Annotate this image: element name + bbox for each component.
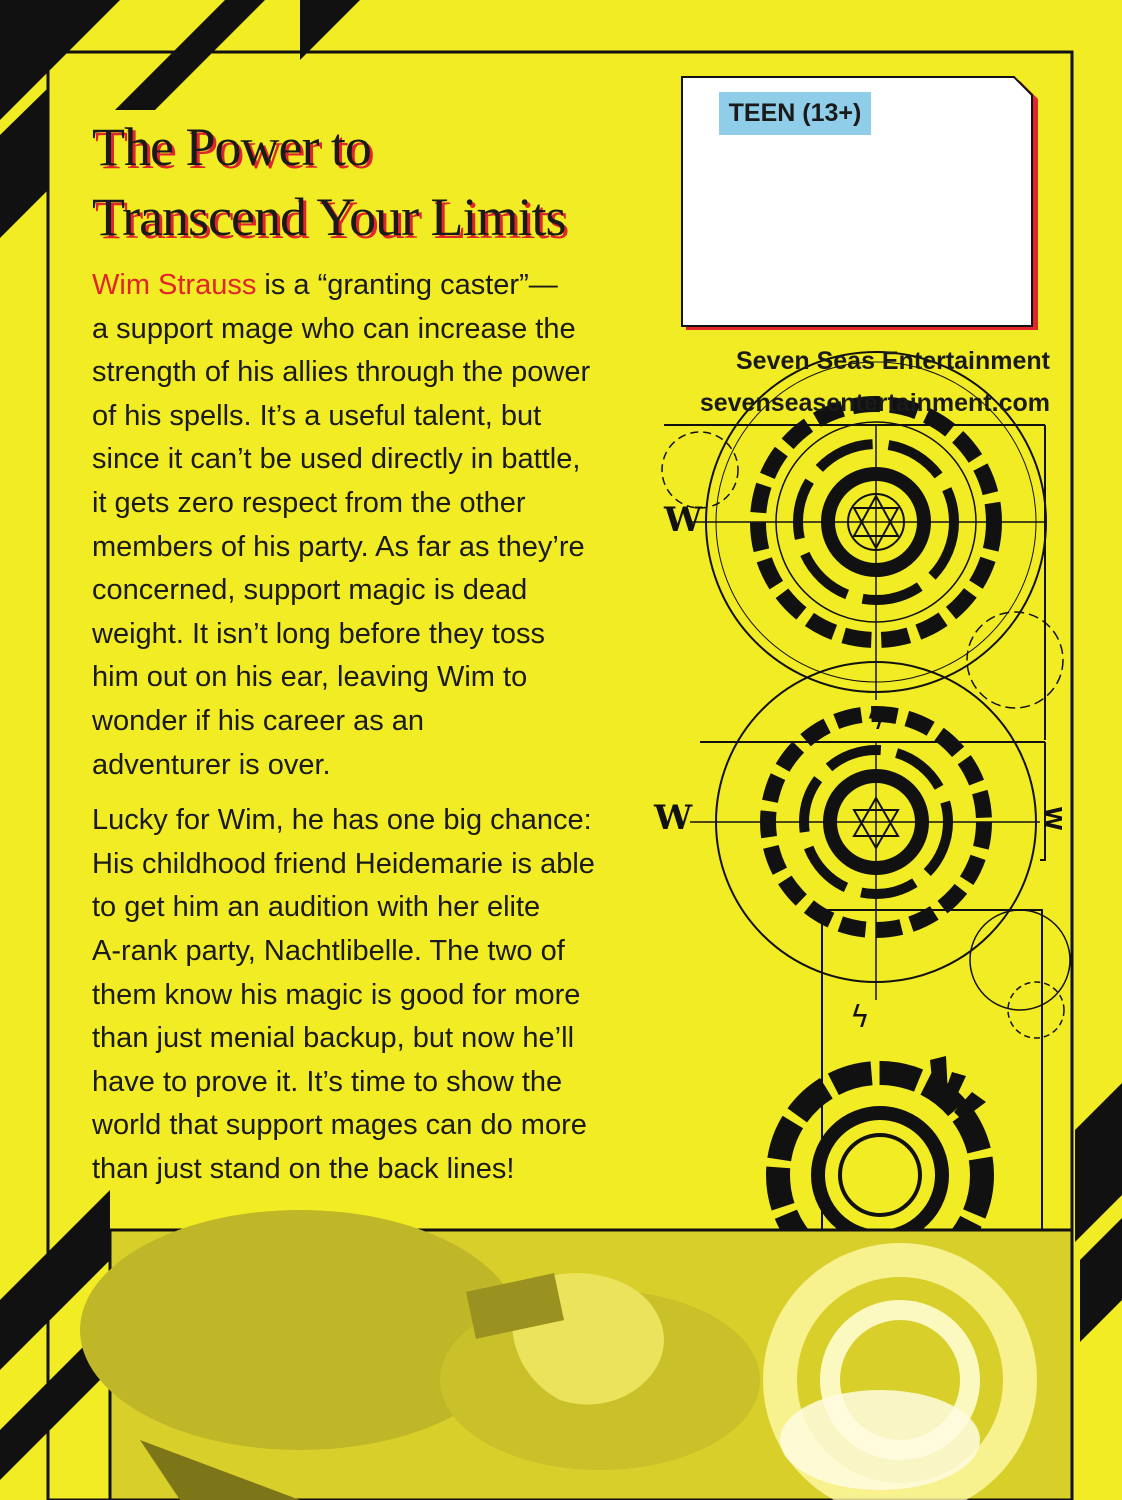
side-mark: W (1039, 806, 1065, 831)
blurb-line (92, 264, 652, 308)
back-cover-title (92, 112, 566, 252)
blurb-paragraph-2 (92, 799, 652, 1191)
blurb-line: have to prove it. It’s time to show the (92, 1065, 563, 1098)
compass-letter-middle: W (654, 798, 693, 838)
blurb-line: than just stand on the back lines! (92, 1152, 515, 1185)
blurb-line: members of his party. As far as they’re (92, 530, 585, 563)
character-name: Wim Strauss (92, 269, 257, 301)
blurb-line: weight. It isn’t long before they toss (92, 617, 545, 650)
illustration-panel (80, 1210, 1072, 1500)
blurb-line: of his spells. It’s a useful talent, but (92, 399, 542, 432)
tick-marks (930, 1056, 986, 1120)
blurb-line: world that support mages can do more (92, 1109, 587, 1142)
lightning-glyph-middle: ϟ (850, 1000, 870, 1035)
blurb-line: them know his magic is good for more (92, 978, 581, 1011)
blurb-line: adventurer is over. (92, 748, 331, 781)
blurb-line: it gets zero respect from the other (92, 486, 526, 519)
blurb-line: strength of his allies through the power (92, 356, 591, 389)
title-line-1: The Power to (92, 117, 371, 177)
blurb-line: since it can’t be used directly in battle, (92, 443, 581, 476)
blurb-line: than just menial backup, but now he’ll (92, 1022, 575, 1055)
blurb-line: him out on his ear, leaving Wim to (92, 661, 528, 694)
blurb-line: A-rank party, Nachtlibelle. The two of (92, 934, 565, 967)
blurb-text: is a “granting caster”— (256, 269, 558, 301)
publisher-info (700, 340, 1050, 424)
blurb-line: concerned, support magic is dead (92, 574, 528, 607)
blurb-line: wonder if his career as an (92, 704, 425, 737)
blurb (92, 264, 652, 1203)
publisher-url: sevenseasentertainment.com (699, 389, 1050, 417)
blurb-line: His childhood friend Heidemarie is able (92, 847, 595, 880)
blurb-paragraph-1 (92, 264, 652, 787)
blurb-line: to get him an audition with her elite (92, 891, 541, 924)
title-line-2: Transcend Your Limits (92, 187, 566, 247)
lightning-glyph-top: ϟ (866, 702, 886, 737)
blurb-line: Lucky for Wim, he has one big chance: (92, 804, 592, 837)
rating-badge: TEEN (13+) (719, 92, 871, 135)
compass-letter-top: W (664, 500, 703, 540)
publisher-name: Seven Seas Entertainment (735, 347, 1050, 375)
blurb-line: a support mage who can increase the (92, 312, 576, 345)
magic-circle-middle (690, 662, 1070, 1230)
